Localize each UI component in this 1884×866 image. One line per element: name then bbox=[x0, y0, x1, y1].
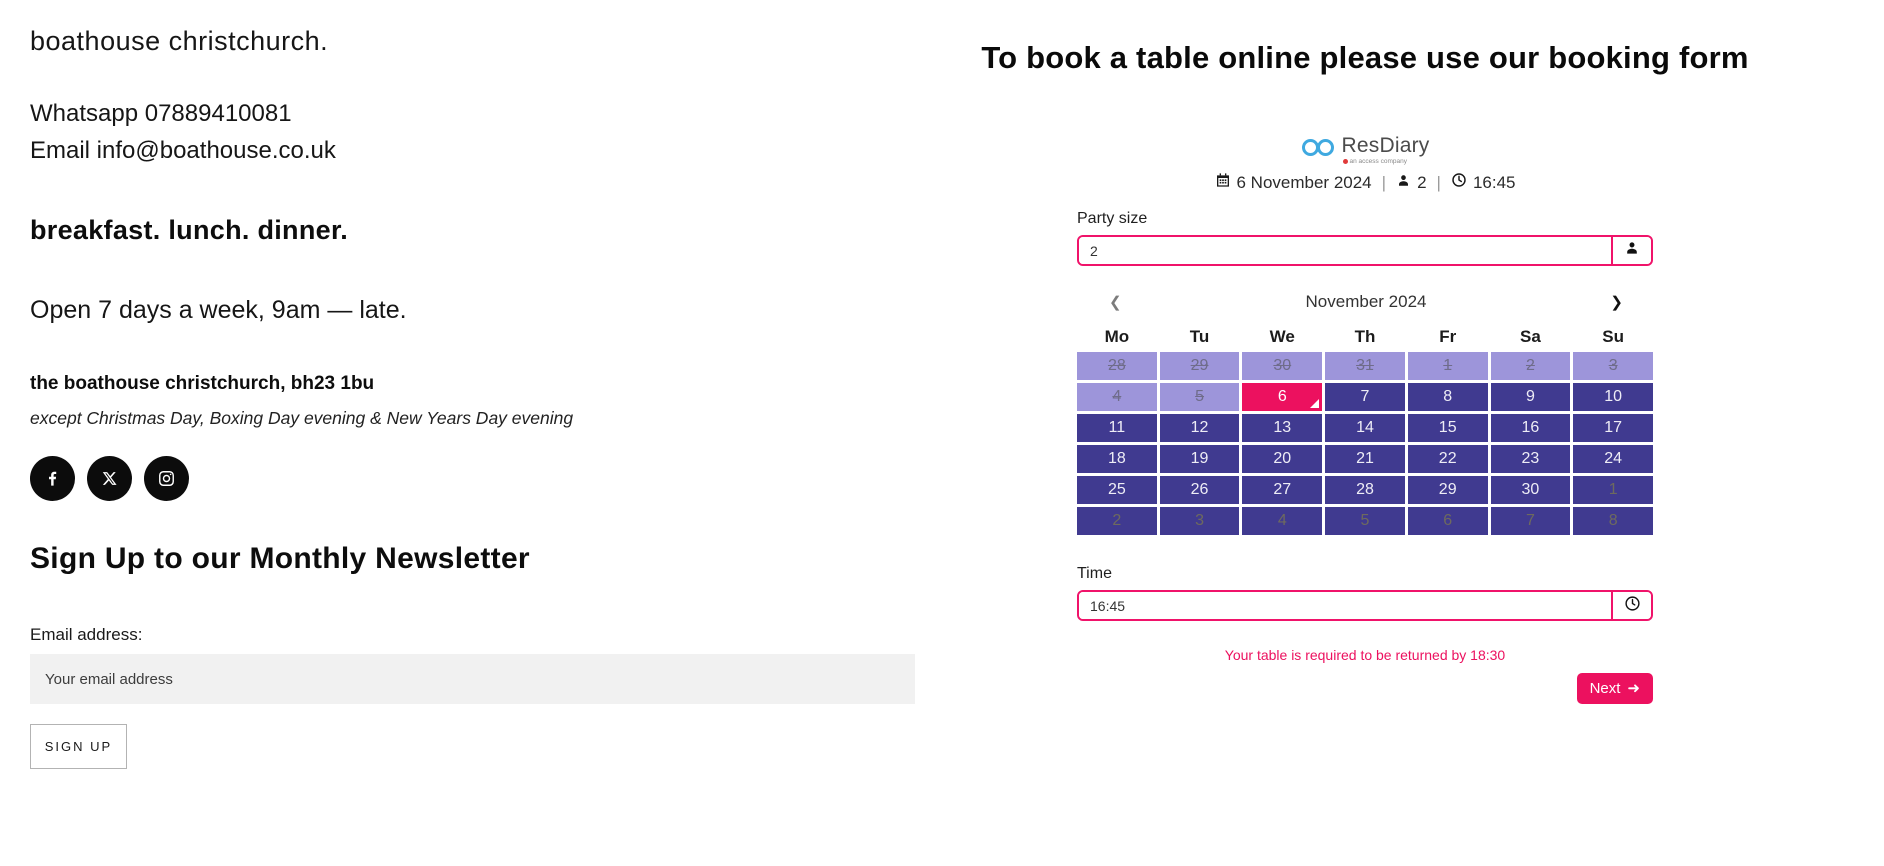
calendar-day-12[interactable]: 12 bbox=[1160, 414, 1240, 442]
calendar-day-16[interactable]: 16 bbox=[1491, 414, 1571, 442]
calendar-day-14[interactable]: 14 bbox=[1325, 414, 1405, 442]
calendar-day-8: 8 bbox=[1573, 507, 1653, 535]
time-field-block bbox=[1077, 565, 1653, 621]
next-button-label: Next bbox=[1589, 680, 1621, 697]
time-field bbox=[1077, 590, 1653, 621]
calendar-day-30[interactable]: 30 bbox=[1491, 476, 1571, 504]
booking-heading: To book a table online please use our booking form bbox=[981, 40, 1749, 75]
facebook-icon bbox=[43, 469, 62, 488]
calendar-day-19[interactable]: 19 bbox=[1160, 445, 1240, 473]
summary-time: 16:45 bbox=[1472, 172, 1516, 192]
calendar-day-27[interactable]: 27 bbox=[1242, 476, 1322, 504]
previous-month-button[interactable]: ❮ bbox=[1109, 293, 1122, 311]
time-label: Time bbox=[1077, 565, 1112, 582]
calendar-day-3: 3 bbox=[1160, 507, 1240, 535]
date-picker-calendar bbox=[1077, 288, 1653, 535]
resdiary-logo bbox=[1077, 134, 1653, 165]
newsletter-heading: Sign Up to our Monthly Newsletter bbox=[30, 542, 530, 575]
calendar-day-7[interactable]: 7 bbox=[1325, 383, 1405, 411]
calendar-day-15[interactable]: 15 bbox=[1408, 414, 1488, 442]
calendar-day-4: 4 bbox=[1077, 383, 1157, 411]
calendar-grid bbox=[1077, 352, 1653, 535]
calendar-day-2: 2 bbox=[1077, 507, 1157, 535]
calendar-day-26[interactable]: 26 bbox=[1160, 476, 1240, 504]
booking-section bbox=[975, 0, 1755, 704]
calendar-day-5: 5 bbox=[1325, 507, 1405, 535]
summary-party-size: 2 bbox=[1417, 172, 1427, 192]
person-icon bbox=[1396, 173, 1411, 193]
weekday-label: Fr bbox=[1439, 327, 1457, 346]
calendar-day-7: 7 bbox=[1491, 507, 1571, 535]
weekday-label: Su bbox=[1602, 327, 1624, 346]
resdiary-subtext: an access company bbox=[1343, 158, 1407, 165]
instagram-icon bbox=[157, 469, 176, 488]
calendar-day-6-selected[interactable]: 6 bbox=[1242, 383, 1322, 411]
next-button[interactable] bbox=[1577, 673, 1653, 704]
calendar-day-24[interactable]: 24 bbox=[1573, 445, 1653, 473]
resdiary-widget bbox=[1077, 134, 1653, 704]
calendar-icon bbox=[1215, 172, 1231, 193]
weekday-label: Sa bbox=[1520, 327, 1541, 346]
instagram-button[interactable] bbox=[144, 456, 189, 501]
summary-separator: | bbox=[1436, 172, 1441, 192]
footer-info-column bbox=[30, 0, 930, 769]
calendar-day-1: 1 bbox=[1408, 352, 1488, 380]
calendar-day-11[interactable]: 11 bbox=[1077, 414, 1157, 442]
calendar-month-title: November 2024 bbox=[1305, 292, 1427, 311]
meals-heading: breakfast. lunch. dinner. bbox=[30, 215, 349, 245]
calendar-day-17[interactable]: 17 bbox=[1573, 414, 1653, 442]
clock-icon bbox=[1451, 172, 1467, 193]
calendar-day-29[interactable]: 29 bbox=[1408, 476, 1488, 504]
contact-block bbox=[30, 95, 930, 169]
time-input[interactable] bbox=[1079, 592, 1611, 619]
weekday-label: Th bbox=[1354, 327, 1376, 346]
calendar-day-4: 4 bbox=[1242, 507, 1322, 535]
calendar-weekdays bbox=[1077, 324, 1653, 350]
booking-summary bbox=[1077, 172, 1653, 193]
calendar-day-22[interactable]: 22 bbox=[1408, 445, 1488, 473]
calendar-day-8[interactable]: 8 bbox=[1408, 383, 1488, 411]
weekday-label: We bbox=[1269, 327, 1295, 346]
table-return-notice: Your table is required to be returned by 18:30 bbox=[1224, 647, 1506, 663]
next-month-button[interactable]: ❯ bbox=[1610, 293, 1623, 311]
party-size-picker-button[interactable] bbox=[1611, 237, 1651, 264]
party-size-label: Party size bbox=[1077, 210, 1148, 227]
brand-title: boathouse christchurch. bbox=[30, 26, 329, 56]
calendar-day-2: 2 bbox=[1491, 352, 1571, 380]
email-address-label: Email address: bbox=[30, 625, 143, 644]
party-size-input[interactable] bbox=[1079, 237, 1611, 264]
calendar-day-28: 28 bbox=[1077, 352, 1157, 380]
resdiary-wordmark: ResDiary bbox=[1341, 134, 1430, 157]
access-dot-icon bbox=[1343, 159, 1348, 164]
resdiary-infinity-icon bbox=[1301, 136, 1335, 164]
social-links bbox=[30, 456, 930, 501]
arrow-right-icon: ➜ bbox=[1627, 680, 1640, 697]
clock-icon bbox=[1624, 595, 1641, 617]
person-icon bbox=[1624, 240, 1640, 261]
party-size-field bbox=[1077, 235, 1653, 266]
calendar-header bbox=[1077, 288, 1653, 316]
calendar-day-29: 29 bbox=[1160, 352, 1240, 380]
calendar-day-1: 1 bbox=[1573, 476, 1653, 504]
x-button[interactable] bbox=[87, 456, 132, 501]
calendar-day-5: 5 bbox=[1160, 383, 1240, 411]
holiday-exceptions: except Christmas Day, Boxing Day evening & New Years Day evening bbox=[30, 408, 574, 428]
whatsapp-line: Whatsapp 07889410081 bbox=[30, 100, 292, 127]
summary-separator: | bbox=[1381, 172, 1387, 192]
calendar-day-18[interactable]: 18 bbox=[1077, 445, 1157, 473]
newsletter-email-input[interactable] bbox=[30, 654, 915, 704]
x-icon bbox=[101, 470, 118, 487]
calendar-day-25[interactable]: 25 bbox=[1077, 476, 1157, 504]
calendar-day-23[interactable]: 23 bbox=[1491, 445, 1571, 473]
calendar-day-6: 6 bbox=[1408, 507, 1488, 535]
calendar-day-13[interactable]: 13 bbox=[1242, 414, 1322, 442]
address-line: the boathouse christchurch, bh23 1bu bbox=[30, 373, 375, 394]
calendar-day-31: 31 bbox=[1325, 352, 1405, 380]
calendar-day-20[interactable]: 20 bbox=[1242, 445, 1322, 473]
weekday-label: Mo bbox=[1104, 327, 1130, 346]
opening-hours: Open 7 days a week, 9am — late. bbox=[30, 296, 407, 324]
calendar-day-30: 30 bbox=[1242, 352, 1322, 380]
calendar-day-10[interactable]: 10 bbox=[1573, 383, 1653, 411]
email-line: Email info@boathouse.co.uk bbox=[30, 137, 336, 164]
weekday-label: Tu bbox=[1189, 327, 1210, 346]
time-picker-button[interactable] bbox=[1611, 592, 1651, 619]
signup-button[interactable]: SIGN UP bbox=[30, 724, 127, 769]
calendar-day-3: 3 bbox=[1573, 352, 1653, 380]
calendar-day-9[interactable]: 9 bbox=[1491, 383, 1571, 411]
calendar-day-21[interactable]: 21 bbox=[1325, 445, 1405, 473]
summary-date: 6 November 2024 bbox=[1236, 172, 1372, 192]
facebook-button[interactable] bbox=[30, 456, 75, 501]
calendar-day-28[interactable]: 28 bbox=[1325, 476, 1405, 504]
